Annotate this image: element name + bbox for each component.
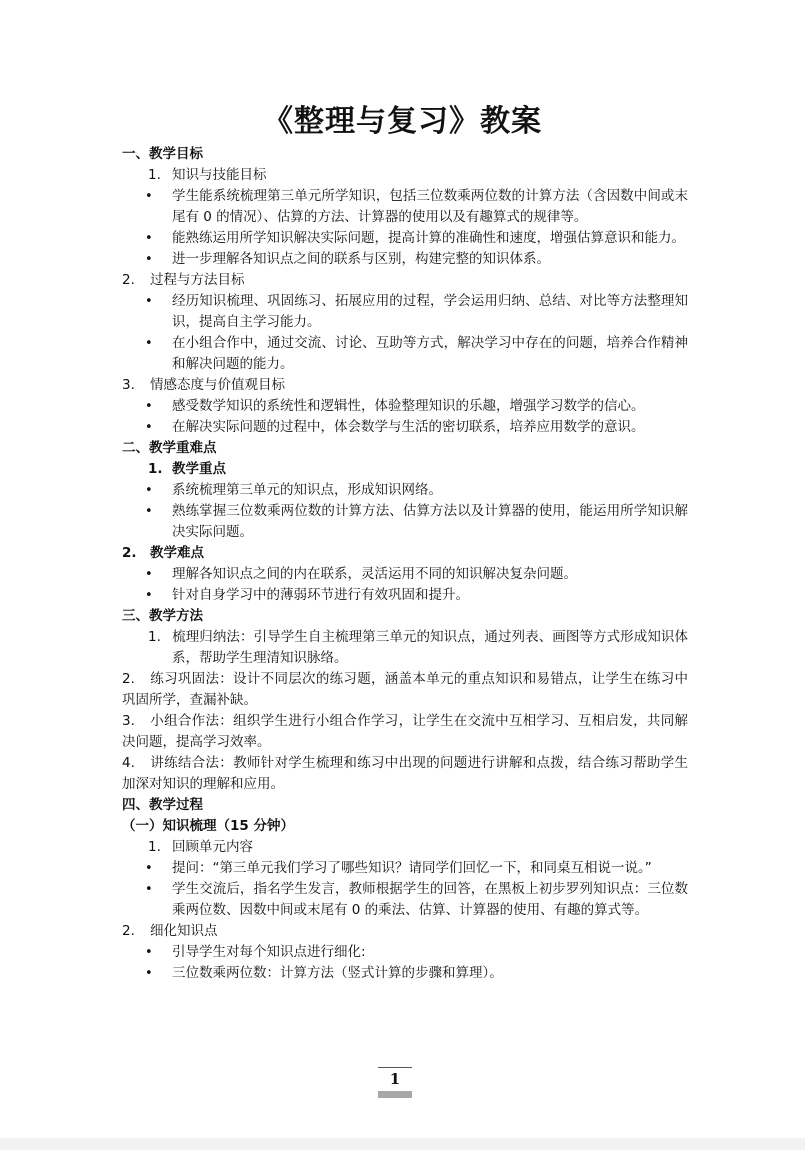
numbered-item xyxy=(122,459,688,480)
item-number: 1. xyxy=(148,167,161,183)
item-label: 教学重点 xyxy=(172,461,226,477)
footer-bar xyxy=(378,1091,412,1098)
section-heading: 二、教学重难点 xyxy=(122,440,217,456)
numbered-item xyxy=(122,921,688,942)
item-text: 梳理归纳法：引导学生自主梳理第三单元的知识点，通过列表、画图等方式形成知识体系，帮助学生理清知识脉络。 xyxy=(172,629,688,666)
numbered-item xyxy=(122,165,688,186)
item-number: 2. xyxy=(122,923,135,939)
item-label: 情感态度与价值观目标 xyxy=(150,377,285,393)
item-number: 2. xyxy=(122,272,135,288)
item-text: 练习巩固法：设计不同层次的练习题，涵盖本单元的重点知识和易错点，让学生在练习中巩固所学，查漏补缺。 xyxy=(122,671,688,708)
bullet-item: • 理解各知识点之间的内在联系，灵活运用不同的知识解决复杂问题。 xyxy=(122,564,688,585)
document-body xyxy=(122,144,688,984)
footer-rule xyxy=(378,1067,412,1068)
numbered-item xyxy=(122,543,688,564)
item-text: 讲练结合法：教师针对学生梳理和练习中出现的问题进行讲解和点拨，结合练习帮助学生加深对知识的理解和应用。 xyxy=(122,755,688,792)
item-number: 3. xyxy=(122,713,135,729)
item-number: 1. xyxy=(148,629,161,645)
bullet-item: • 引导学生对每个知识点进行细化: xyxy=(122,942,688,963)
section-heading: 四、教学过程 xyxy=(122,797,203,813)
bullet-item: • 在解决实际问题的过程中，体会数学与生活的密切联系，培养应用数学的意识。 xyxy=(122,417,688,438)
bullet-item: • 提问：“第三单元我们学习了哪些知识？请同学们回忆一下，和同桌互相说一说。” xyxy=(122,858,688,879)
item-label: 教学难点 xyxy=(150,545,204,561)
item-number: 3. xyxy=(122,377,135,393)
section-heading: 一、教学目标 xyxy=(122,146,203,162)
bullet-item: • 针对自身学习中的薄弱环节进行有效巩固和提升。 xyxy=(122,585,688,606)
bullet-item: • 学生能系统梳理第三单元所学知识，包括三位数乘两位数的计算方法（含因数中间或末尾有 0 的情况）、估算的方法、计算器的使用以及有趣算式的规律等。 xyxy=(122,186,688,228)
item-number: 2. xyxy=(122,545,137,561)
bullet-item: • 感受数学知识的系统性和逻辑性，体验整理知识的乐趣，增强学习数学的信心。 xyxy=(122,396,688,417)
bullet-item: • 熟练掌握三位数乘两位数的计算方法、估算方法以及计算器的使用，能运用所学知识解决实际问题。 xyxy=(122,501,688,543)
bullet-item: • 系统梳理第三单元的知识点，形成知识网络。 xyxy=(122,480,688,501)
page-number: 1 xyxy=(389,1070,401,1088)
numbered-paragraph xyxy=(122,669,688,711)
bullet-item: • 三位数乘两位数：计算方法（竖式计算的步骤和算理）。 xyxy=(122,963,688,984)
item-label: 细化知识点 xyxy=(150,923,218,939)
item-label: 过程与方法目标 xyxy=(150,272,245,288)
item-label: 知识与技能目标 xyxy=(172,167,267,183)
bullet-item: • 能熟练运用所学知识解决实际问题，提高计算的准确性和速度，增强估算意识和能力。 xyxy=(122,228,688,249)
numbered-paragraph xyxy=(122,711,688,753)
page-title: 《整理与复习》教案 xyxy=(263,104,542,139)
item-label: 回顾单元内容 xyxy=(172,839,253,855)
section-heading: 三、教学方法 xyxy=(122,608,203,624)
numbered-paragraph xyxy=(122,753,688,795)
item-number: 4. xyxy=(122,755,135,771)
item-number: 1. xyxy=(148,461,163,477)
bullet-item: • 进一步理解各知识点之间的联系与区别，构建完整的知识体系。 xyxy=(122,249,688,270)
item-number: 2. xyxy=(122,671,135,687)
numbered-item xyxy=(122,270,688,291)
numbered-item xyxy=(122,375,688,396)
numbered-item xyxy=(122,837,688,858)
subsection-heading: （一）知识梳理（15 分钟） xyxy=(122,818,294,834)
numbered-paragraph xyxy=(122,627,688,669)
bullet-item: • 学生交流后，指名学生发言，教师根据学生的回答，在黑板上初步罗列知识点：三位数乘两位数、因数中间或末尾有 0 的乘法、估算、计算器的使用、有趣的算式等。 xyxy=(122,879,688,921)
bullet-item: • 经历知识梳理、巩固练习、拓展应用的过程，学会运用归纳、总结、对比等方法整理知识，提高自主学习能力。 xyxy=(122,291,688,333)
bullet-item: • 在小组合作中，通过交流、讨论、互助等方式，解决学习中存在的问题，培养合作精神和解决问题的能力。 xyxy=(122,333,688,375)
item-text: 小组合作法：组织学生进行小组合作学习，让学生在交流中互相学习、互相启发，共同解决问题，提高学习效率。 xyxy=(122,713,688,750)
item-number: 1. xyxy=(148,839,161,855)
